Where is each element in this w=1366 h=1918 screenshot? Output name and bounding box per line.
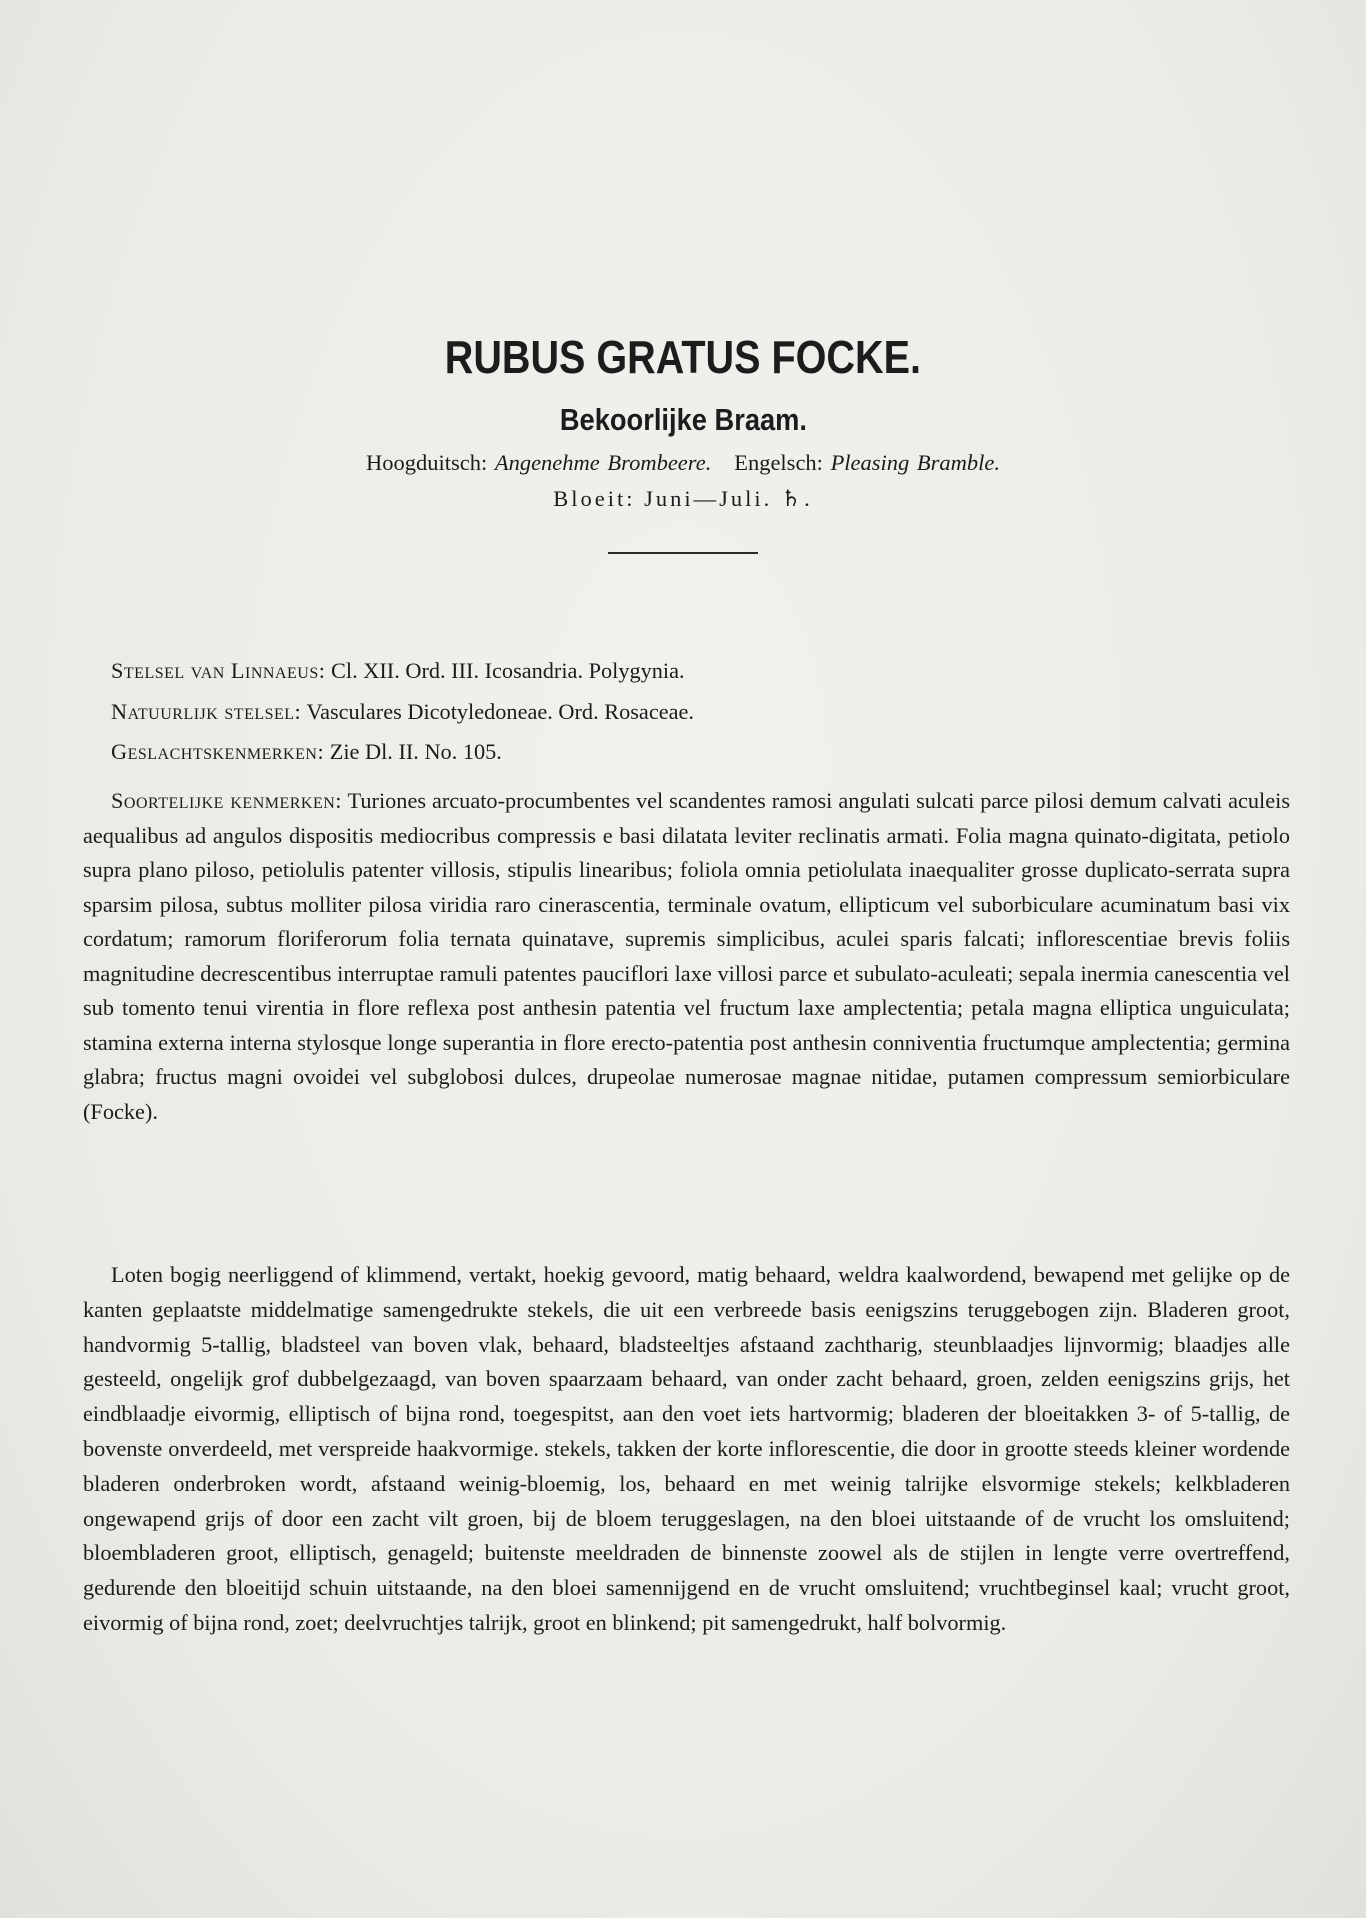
divider-rule: [608, 552, 758, 554]
latin-text: Turiones arcuato-procumbentes vel scandentes ramosi angulati sulcati parce pilosi demum calvati aculeis aequalibus ad angulos dispositis mediocribus compressis e basi dilatata leviter reclinatis armati. Folia magna quinato-digitata, petiolo supra plano piloso, petiolulis patenter villosis, stipulis linearibus; foliola omnia petiolulata inaequaliter grosse duplicato-serrata supra sparsim pilosa, subtus molliter pilosa viridia raro cinerascentia, terminale ovatum, ellipticum vel suborbiculare acuminatum basi vix cordatum; ramorum floriferorum folia ternata quinatave, supremis simplicibus, aculei sparis falcati; inflorescentiae brevis foliis magnitudine decrescentibus interruptae ramuli patentes pauciflori laxe villosi parce et subulato-aculeati; sepala inermia canescentia vel sub tomento tenui virentia in flore reflexa post anthesin patentia vel fructum laxe amplectentia; petala magna elliptica unguiculata; stamina externa interna stylosque longe superantia in flore erecto-patentia post anthesin conniventia fructumque amplectentia; germina glabra; fructus magni ovoidei vel subglobosi dulces, drupeolae numerosae magnae nitidae, putamen compressum semiorbiculare (Focke).: [83, 788, 1291, 1124]
english-label: Engelsch:: [734, 450, 823, 475]
genus-label: Geslachtskenmerken:: [111, 739, 325, 764]
page-subtitle: Bekoorlijke Braam.: [559, 402, 807, 437]
species-label: Soortelijke kenmerken:: [111, 788, 342, 813]
linnaeus-line: [111, 654, 1290, 689]
common-names: [0, 450, 1366, 476]
english-name: Pleasing Bramble.: [830, 450, 1001, 475]
latin-description: [83, 784, 1290, 1129]
linnaeus-label: Stelsel van Linnaeus:: [111, 658, 326, 683]
natural-system-value: Vasculares Dicotyledoneae. Ord. Rosaceae.: [306, 698, 694, 724]
linnaeus-value: Cl. XII. Ord. III. Icosandria. Polygynia.: [331, 658, 685, 683]
header: [0, 330, 1366, 554]
latin-paragraph: [83, 784, 1290, 1129]
genus-line: [111, 735, 1290, 770]
german-label: Hoogduitsch:: [365, 450, 488, 475]
page-title: RUBUS GRATUS FOCKE.: [444, 331, 922, 383]
german-name: Angenehme Brombeere.: [494, 450, 712, 475]
dutch-paragraph: Loten bogig neerliggend of klimmend, vertakt, hoekig gevoord, matig behaard, weldra kaalwordend, bewapend met gelijke op de kanten geplaatste middelmatige samengedrukte stekels, die uit een verbreede basis eenigszins teruggebogen zijn. Bladeren groot, handvormig 5-tallig, bladsteel van boven vlak, behaard, bladsteeltjes afstaand zachtharig, steunblaadjes lijnvormig; blaadjes alle gesteeld, ongelijk grof dubbelgezaagd, van boven spaarzaam behaard, van onder zacht behaard, groen, zelden eenigszins grijs, het eindblaadje eivormig, elliptisch of bijna rond, toegespitst, aan den voet iets hartvormig; bladeren der bloeitakken 3- of 5-tallig, de bovenste onverdeeld, met verspreide haakvormige. stekels, takken der korte inflorescentie, die door in grootte steeds kleiner wordende bladeren onderbroken wordt, afstaand weinig-bloemig, los, behaard en met weinig talrijke elsvormige stekels; kelkbladeren ongewapend grijs of door een zacht vilt groen, bij de bloem teruggeslagen, na den bloei uitstaande of de vrucht los omsluitend; bloembladeren groot, elliptisch, genageld; buitenste meeldraden de binnenste zoowel als de stijlen in lengte verre overtreffend, gedurende den bloeitijd schuin uitstaande, na den bloei samennijgend en de vrucht omsluitend; vruchtbeginsel kaal; vrucht groot, eivormig of bijna rond, zoet; deelvruchtjes talrijk, groot en blinkend; pit samengedrukt, half bolvormig.: [83, 1262, 1290, 1635]
classification-block: [83, 654, 1290, 776]
genus-value: Zie Dl. II. No. 105.: [329, 739, 502, 764]
dutch-description: [83, 1258, 1290, 1641]
natural-system-line: [111, 695, 1290, 730]
flowering-period: Bloeit: Juni—Juli. ♄.: [553, 486, 813, 511]
natural-system-label: Natuurlijk stelsel:: [111, 698, 302, 724]
